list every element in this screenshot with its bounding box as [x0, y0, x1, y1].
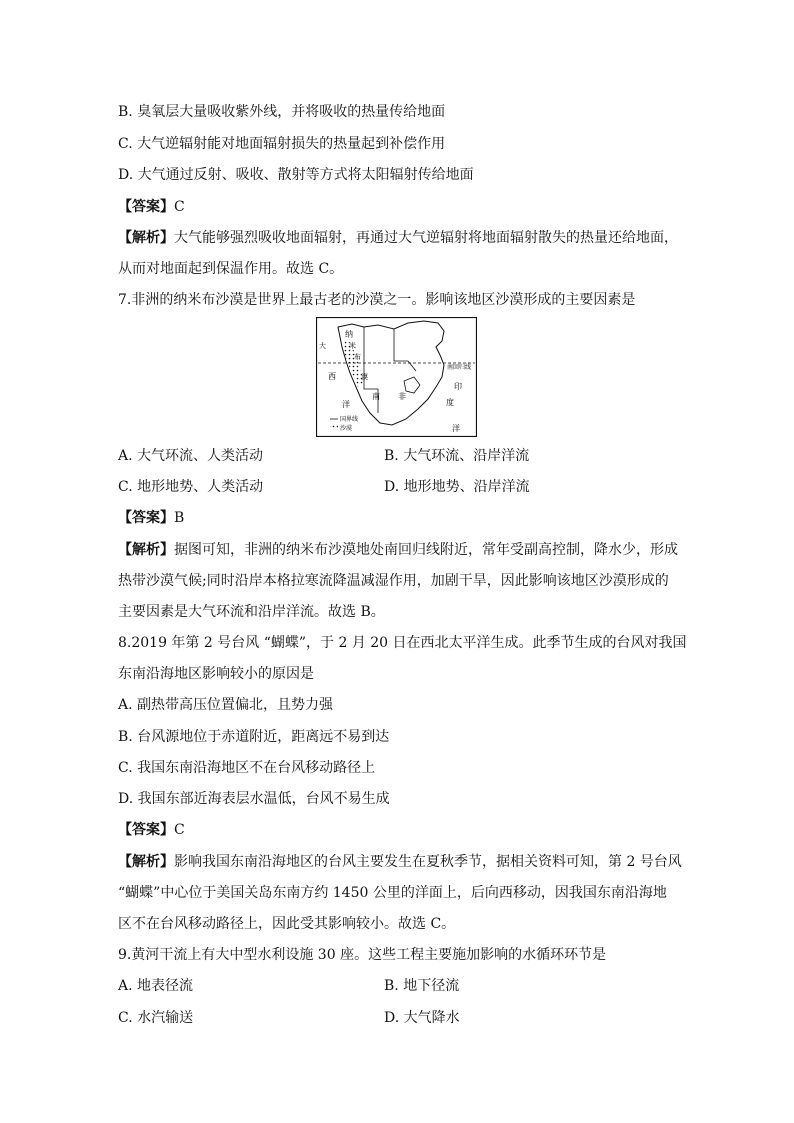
q7-stem: 7.非洲的纳米布沙漠是世界上最古老的沙漠之一。影响该地区沙漠形成的主要因素是 [118, 292, 636, 308]
q8-stem-line1: 8.2019 年第 2 号台风 “蝴蝶”，于 2 月 20 日在西北太平洋生成。此季节生成的台风对我国 [118, 635, 687, 651]
q6-option-b: B. 臭氧层大量吸收紫外线，并将吸收的热量传给地面 [118, 104, 446, 120]
q8-analysis-line2: “蝴蝶”中心位于美国关岛东南方约 1450 公里的洋面上，后向西移动，因我国东南沿海地 [118, 885, 667, 901]
label-du: 度 [446, 398, 454, 407]
answer-label: 【答案】 [118, 822, 174, 838]
q7-option-b: B. 大气环流、沿岸洋流 [384, 448, 530, 464]
q6-analysis-line2: 从而对地面起到保温作用。故选 C。 [118, 261, 344, 277]
q7-answer [118, 508, 184, 528]
label-tropic: 南回归线 [447, 364, 472, 371]
q8-option-a: A. 副热带高压位置偏北，且势力强 [118, 697, 334, 713]
q7-analysis-line3: 主要因素是大气环流和沿岸洋流。故选 B。 [118, 604, 385, 620]
answer-label: 【答案】 [118, 510, 174, 526]
analysis-label: 【解析】 [118, 854, 174, 870]
q6-option-d: D. 大气通过反射、吸收、散射等方式将太阳辐射传给地面 [118, 167, 474, 183]
q8-analysis-line1: 【解析】影响我国东南沿海地区的台风主要发生在夏秋季节，据相关资料可知，第 2 号台风 [118, 854, 682, 870]
q7-option-d: D. 地形地势、沿岸洋流 [384, 479, 530, 495]
answer-value: B [174, 510, 185, 526]
q8-option-c: C. 我国东南沿海地区不在台风移动路径上 [118, 760, 376, 776]
analysis-label: 【解析】 [118, 542, 174, 558]
q9-stem: 9.黄河干流上有大中型水利设施 30 座。这些工程主要施加影响的水循环环节是 [118, 947, 607, 963]
q8-option-d: D. 我国东部近海表层水温低，台风不易生成 [118, 791, 390, 807]
label-na: 纳 [345, 330, 353, 339]
label-yang2: 洋 [452, 424, 460, 433]
answer-value: C [174, 822, 185, 838]
label-da: 大 [319, 342, 326, 350]
q9-option-c: C. 水汽输送 [118, 1010, 194, 1026]
q7-analysis-line2: 热带沙漠气候;同时沿岸本格拉寒流降温减湿作用，加剧干旱，因此影响该地区沙漠形成的 [118, 573, 669, 589]
q9-option-d: D. 大气降水 [384, 1010, 460, 1026]
q9-option-b: B. 地下径流 [384, 978, 460, 994]
legend-desert-text: 沙漠 [340, 425, 353, 432]
q8-answer [118, 820, 185, 840]
q6-analysis-line1: 【解析】大气能够强烈吸收地面辐射，再通过大气逆辐射将地面辐射散失的热量还给地面， [118, 230, 678, 246]
label-nan: 南 [372, 392, 380, 401]
answer-value: C [174, 199, 185, 215]
q9-option-a: A. 地表径流 [118, 978, 194, 994]
label-yin: 印 [454, 382, 462, 391]
label-mi: 米 [349, 342, 356, 350]
analysis-label: 【解析】 [118, 230, 174, 246]
label-fei: 非 [398, 392, 406, 401]
label-xi: 西 [328, 372, 336, 381]
label-yang: 洋 [342, 400, 350, 409]
legend-desert-swatch [330, 425, 338, 430]
q7-option-a: A. 大气环流、人类活动 [118, 448, 264, 464]
q7-option-c: C. 地形地势、人类活动 [118, 479, 264, 495]
q6-option-c: C. 大气逆辐射能对地面辐射损失的热量起到补偿作用 [118, 136, 446, 152]
q8-stem-line2: 东南沿海地区影响较小的原因是 [118, 666, 314, 682]
legend-border-text: 国界线 [340, 416, 359, 423]
q8-option-b: B. 台风源地位于赤道附近，距离远不易到达 [118, 729, 390, 745]
q8-analysis-line3: 区不在台风移动路径上，因此受其影响较小。故选 C。 [118, 916, 456, 932]
label-mo: 漠 [361, 373, 368, 381]
answer-label: 【答案】 [118, 199, 174, 215]
q6-answer [118, 197, 185, 217]
label-bu: 布 [354, 353, 361, 361]
namib-desert-map [316, 317, 477, 437]
q7-analysis-line1: 【解析】据图可知，非洲的纳米布沙漠地处南回归线附近，常年受副高控制，降水少，形成 [118, 542, 678, 558]
